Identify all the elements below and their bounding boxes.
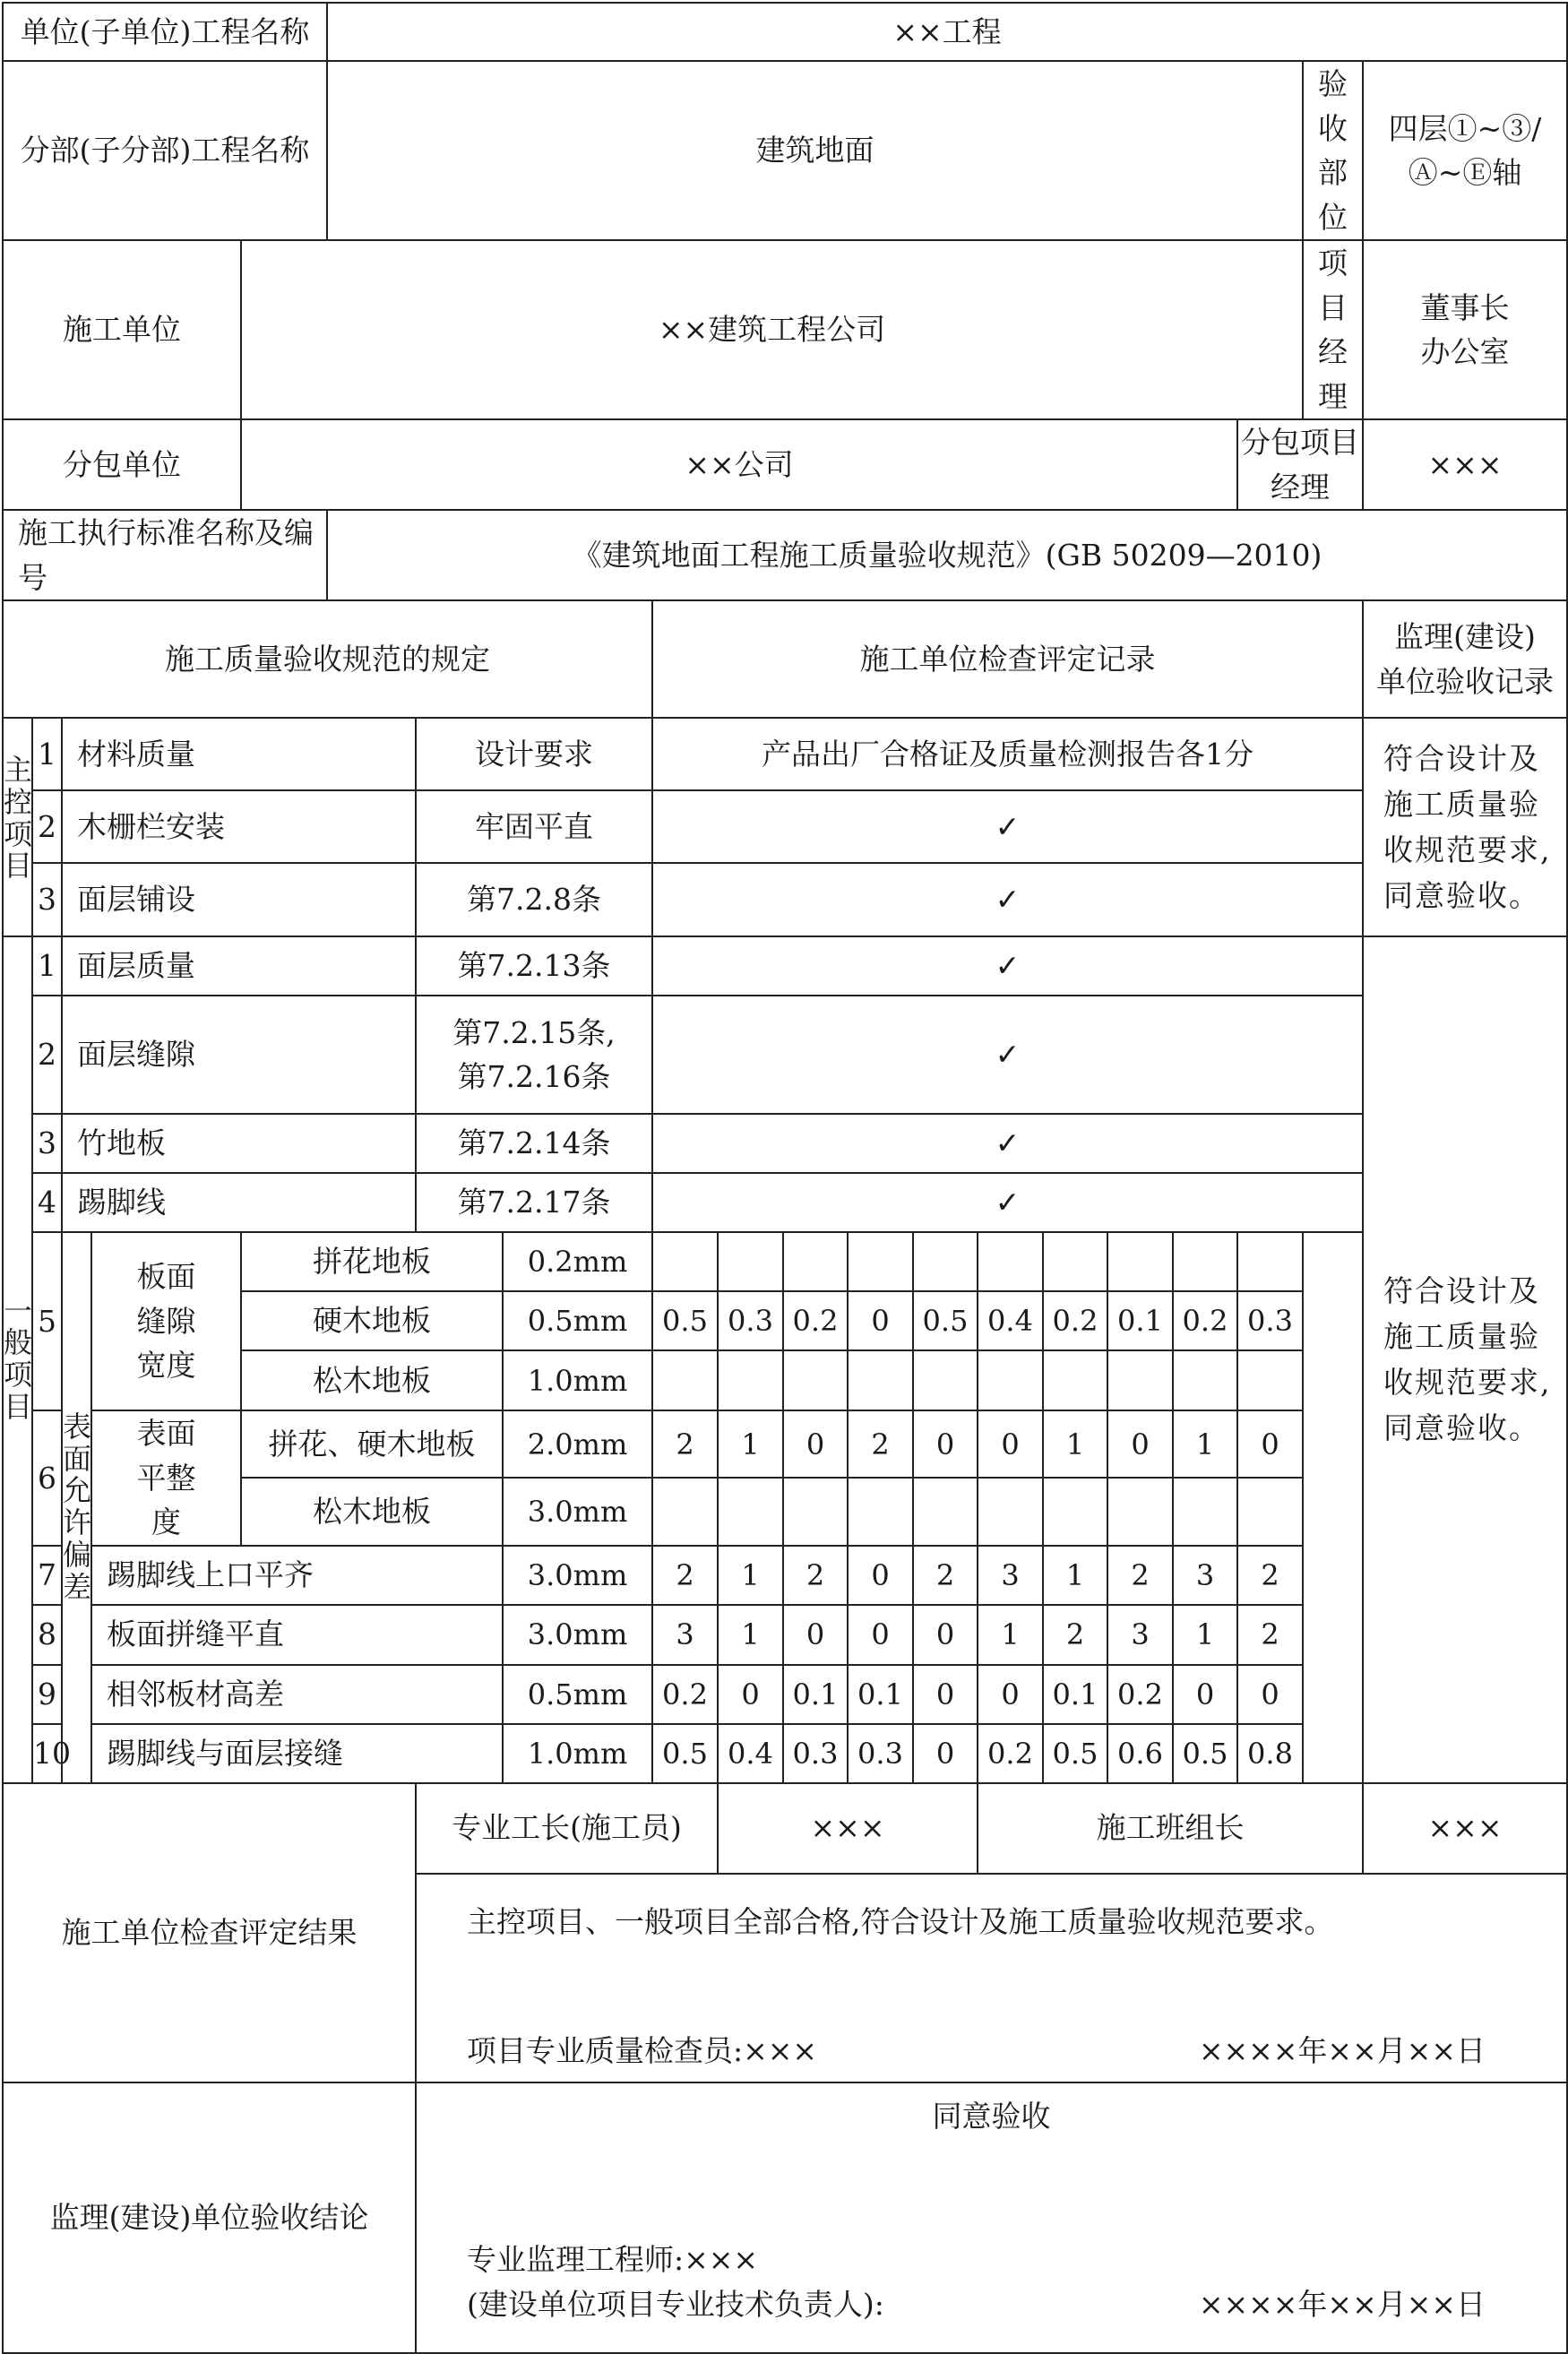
measured-value (1173, 1350, 1237, 1410)
team-leader-label: 施工班组长 (978, 1783, 1363, 1874)
measured-value: 0.2 (652, 1665, 718, 1724)
measured-value: 2 (1237, 1546, 1303, 1605)
measured-value: 0.3 (718, 1291, 783, 1350)
measured-value: 2 (652, 1410, 718, 1478)
measured-value: 1 (1173, 1605, 1237, 1665)
tolerance-item-name: 拼花、硬木地板 (241, 1410, 503, 1478)
measured-value (913, 1478, 978, 1545)
measured-value: 0.3 (848, 1724, 913, 1783)
item-name: 面层缝隙 (62, 996, 416, 1114)
measured-value: 1 (1043, 1410, 1107, 1478)
measured-value: 2 (652, 1546, 718, 1605)
standard-value: 《建筑地面工程施工质量验收规范》(GB 50209—2010) (327, 510, 1567, 600)
item-requirement: 第7.2.8条 (416, 863, 652, 936)
owner-representative-signature: (建设单位项目专业技术负责人): (467, 2286, 884, 2322)
item-no: 7 (32, 1546, 62, 1605)
measured-value: 0.4 (718, 1724, 783, 1783)
tolerance-limit: 1.0mm (503, 1724, 652, 1783)
item-no: 1 (32, 936, 62, 996)
item-name: 材料质量 (62, 718, 416, 790)
constructor-value: ××建筑工程公司 (241, 240, 1303, 419)
measured-value (652, 1350, 718, 1410)
measured-value (783, 1350, 848, 1410)
item-record: 产品出厂合格证及质量检测报告各1分 (652, 718, 1363, 790)
measured-value: 0.4 (978, 1291, 1043, 1350)
measured-value: 0.2 (1107, 1665, 1173, 1724)
unit-project-label: 单位(子单位)工程名称 (3, 3, 327, 61)
tolerance-item-name: 松木地板 (241, 1350, 503, 1410)
team-leader-value: ××× (1363, 1783, 1567, 1874)
measured-value: 0.8 (1237, 1724, 1303, 1783)
item-no: 10 (32, 1724, 62, 1783)
measured-value (1173, 1478, 1237, 1545)
subcontractor-label: 分包单位 (3, 419, 241, 510)
accept-part-value: 四层①~③/ Ⓐ~Ⓔ轴 (1363, 61, 1567, 240)
measured-value: 0 (913, 1410, 978, 1478)
measured-value: 1 (718, 1605, 783, 1665)
measured-value (1107, 1478, 1173, 1545)
measured-value (1173, 1232, 1237, 1291)
check-result-text: 主控项目、一般项目全部合格,符合设计及施工质量验收规范要求。 (467, 1903, 1334, 1939)
measured-value: 0 (978, 1410, 1043, 1478)
accept-part-label: 验收部位 (1303, 61, 1363, 240)
measured-value (718, 1232, 783, 1291)
tolerance-limit: 0.5mm (503, 1665, 652, 1724)
measured-value (1107, 1350, 1173, 1410)
measured-value (978, 1232, 1043, 1291)
foreman-label: 专业工长(施工员) (416, 1783, 718, 1874)
item-no: 4 (32, 1173, 62, 1232)
measured-value: 0 (1237, 1665, 1303, 1724)
item-no: 6 (32, 1410, 62, 1546)
measured-value (1043, 1232, 1107, 1291)
measured-value: 0 (783, 1605, 848, 1665)
supervision-conclusion-cell (416, 2082, 1567, 2353)
item-requirement: 第7.2.15条, 第7.2.16条 (416, 996, 652, 1114)
item-no: 3 (32, 1114, 62, 1173)
item-no: 2 (32, 996, 62, 1114)
measured-value: 0.5 (1043, 1724, 1107, 1783)
measured-value (848, 1478, 913, 1545)
item-check-mark: ✓ (652, 863, 1363, 936)
measured-value: 0.5 (913, 1291, 978, 1350)
tolerance-limit: 3.0mm (503, 1605, 652, 1665)
tolerance-item-name: 松木地板 (241, 1478, 503, 1545)
measured-value: 2 (1043, 1605, 1107, 1665)
measured-value: 2 (1237, 1605, 1303, 1665)
gap-width-group-label: 板面缝隙宽度 (91, 1232, 241, 1410)
measured-value: 1 (718, 1546, 783, 1605)
tolerance-item-name: 相邻板材高差 (91, 1665, 503, 1724)
inspection-record-form (2, 2, 1568, 2354)
check-result-cell (416, 1874, 1567, 2082)
spec-column-header: 施工质量验收规范的规定 (3, 600, 652, 718)
engineer-date: ××××年××月××日 (1198, 2286, 1486, 2322)
tolerance-limit: 0.2mm (503, 1232, 652, 1291)
measured-value (1043, 1478, 1107, 1545)
measured-value: 3 (1173, 1546, 1237, 1605)
check-result-label: 施工单位检查评定结果 (3, 1783, 416, 2082)
measured-value (1237, 1478, 1303, 1545)
record-column-header: 施工单位检查评定记录 (652, 600, 1363, 718)
measured-value: 0.3 (783, 1724, 848, 1783)
tolerance-item-name: 板面拼缝平直 (91, 1605, 503, 1665)
measured-value (913, 1350, 978, 1410)
item-name: 面层质量 (62, 936, 416, 996)
measured-value: 3 (1107, 1605, 1173, 1665)
sub-project-manager-value: ××× (1363, 419, 1567, 510)
tolerance-limit: 0.5mm (503, 1291, 652, 1350)
tolerance-limit: 2.0mm (503, 1410, 652, 1478)
measured-value (848, 1232, 913, 1291)
foreman-value: ××× (718, 1783, 978, 1874)
measured-value (1107, 1232, 1173, 1291)
standard-label: 施工执行标准名称及编号 (3, 510, 327, 600)
item-name: 竹地板 (62, 1114, 416, 1173)
item-no: 2 (32, 790, 62, 863)
measured-value: 0.5 (1173, 1724, 1237, 1783)
measured-value: 0 (978, 1665, 1043, 1724)
item-requirement: 牢固平直 (416, 790, 652, 863)
tolerance-item-name: 硬木地板 (241, 1291, 503, 1350)
measured-value: 0 (848, 1605, 913, 1665)
engineer-signature: 专业监理工程师:××× (467, 2241, 759, 2277)
tolerance-item-name: 踢脚线与面层接缝 (91, 1724, 503, 1783)
measured-value: 0.2 (978, 1724, 1043, 1783)
measured-value: 0.1 (783, 1665, 848, 1724)
measured-value: 0.1 (1107, 1291, 1173, 1350)
unit-project-value: ××工程 (327, 3, 1567, 61)
item-check-mark: ✓ (652, 936, 1363, 996)
measured-value: 1 (1173, 1410, 1237, 1478)
measured-value (1237, 1350, 1303, 1410)
measured-value (652, 1232, 718, 1291)
subsection-value: 建筑地面 (327, 61, 1303, 240)
measured-value: 0 (1237, 1410, 1303, 1478)
measured-value: 0 (1107, 1410, 1173, 1478)
general-group-label: 一般项目 (3, 936, 32, 1783)
item-requirement: 设计要求 (416, 718, 652, 790)
item-name: 踢脚线 (62, 1173, 416, 1232)
measured-value: 0 (913, 1665, 978, 1724)
supervisor-column-header: 监理(建设) 单位验收记录 (1363, 600, 1567, 718)
subsection-label: 分部(子分部)工程名称 (3, 61, 327, 240)
measured-value (1237, 1232, 1303, 1291)
measured-value (978, 1478, 1043, 1545)
measured-value: 0.6 (1107, 1724, 1173, 1783)
supervision-conclusion-text: 同意验收 (932, 2098, 1051, 2134)
measured-value (783, 1478, 848, 1545)
constructor-label: 施工单位 (3, 240, 241, 419)
item-check-mark: ✓ (652, 1114, 1363, 1173)
measured-value: 3 (978, 1546, 1043, 1605)
tolerance-limit: 1.0mm (503, 1350, 652, 1410)
measured-value (1043, 1350, 1107, 1410)
measured-value: 1 (1043, 1546, 1107, 1605)
measured-value: 0.2 (1043, 1291, 1107, 1350)
item-requirement: 第7.2.17条 (416, 1173, 652, 1232)
measured-value (783, 1232, 848, 1291)
tolerance-limit: 3.0mm (503, 1546, 652, 1605)
measured-value: 0.5 (652, 1724, 718, 1783)
item-check-mark: ✓ (652, 790, 1363, 863)
measured-value: 1 (978, 1605, 1043, 1665)
main-control-group-label: 主控项目 (3, 718, 32, 936)
inspector-date: ××××年××月××日 (1198, 2032, 1486, 2068)
measured-value: 0.2 (783, 1291, 848, 1350)
measured-value: 2 (1107, 1546, 1173, 1605)
main-control-conclusion: 符合设计及施工质量验收规范要求,同意验收。 (1363, 718, 1567, 936)
measured-value: 2 (783, 1546, 848, 1605)
subcontractor-value: ××公司 (241, 419, 1237, 510)
project-manager-value: 董事长 办公室 (1363, 240, 1567, 419)
measured-value: 2 (913, 1546, 978, 1605)
measured-value: 0 (913, 1724, 978, 1783)
measured-value: 0 (848, 1291, 913, 1350)
measured-value: 0.5 (652, 1291, 718, 1350)
sub-project-manager-label: 分包项目经理 (1237, 419, 1363, 510)
measured-value (848, 1350, 913, 1410)
measured-value: 0.3 (1237, 1291, 1303, 1350)
measured-value (978, 1350, 1043, 1410)
project-manager-label: 项目经理 (1303, 240, 1363, 419)
inspector-signature: 项目专业质量检查员:××× (467, 2032, 818, 2068)
measured-value: 1 (718, 1410, 783, 1478)
item-requirement: 第7.2.13条 (416, 936, 652, 996)
flatness-group-label: 表面平整度 (91, 1410, 241, 1546)
measured-value: 0.1 (1043, 1665, 1107, 1724)
measured-value (718, 1478, 783, 1545)
measured-value (652, 1478, 718, 1545)
measured-value: 0 (718, 1665, 783, 1724)
measured-value: 0.1 (848, 1665, 913, 1724)
item-no: 9 (32, 1665, 62, 1724)
measured-value: 0 (913, 1605, 978, 1665)
tolerance-group-label: 表面允许偏差 (62, 1232, 91, 1783)
tolerance-limit: 3.0mm (503, 1478, 652, 1545)
item-name: 面层铺设 (62, 863, 416, 936)
measured-value (913, 1232, 978, 1291)
item-check-mark: ✓ (652, 1173, 1363, 1232)
general-conclusion: 符合设计及施工质量验收规范要求,同意验收。 (1363, 936, 1567, 1783)
item-requirement: 第7.2.14条 (416, 1114, 652, 1173)
item-no: 5 (32, 1232, 62, 1410)
item-no: 3 (32, 863, 62, 936)
measured-value (718, 1350, 783, 1410)
measured-value: 2 (848, 1410, 913, 1478)
measured-value: 0 (1173, 1665, 1237, 1724)
tolerance-item-name: 拼花地板 (241, 1232, 503, 1291)
item-no: 1 (32, 718, 62, 790)
measured-value: 0 (848, 1546, 913, 1605)
measured-value: 0.2 (1173, 1291, 1237, 1350)
measured-value: 0 (783, 1410, 848, 1478)
item-name: 木栅栏安装 (62, 790, 416, 863)
item-no: 8 (32, 1605, 62, 1665)
item-check-mark: ✓ (652, 996, 1363, 1114)
supervision-conclusion-label: 监理(建设)单位验收结论 (3, 2082, 416, 2353)
measured-value: 3 (652, 1605, 718, 1665)
tolerance-item-name: 踢脚线上口平齐 (91, 1546, 503, 1605)
